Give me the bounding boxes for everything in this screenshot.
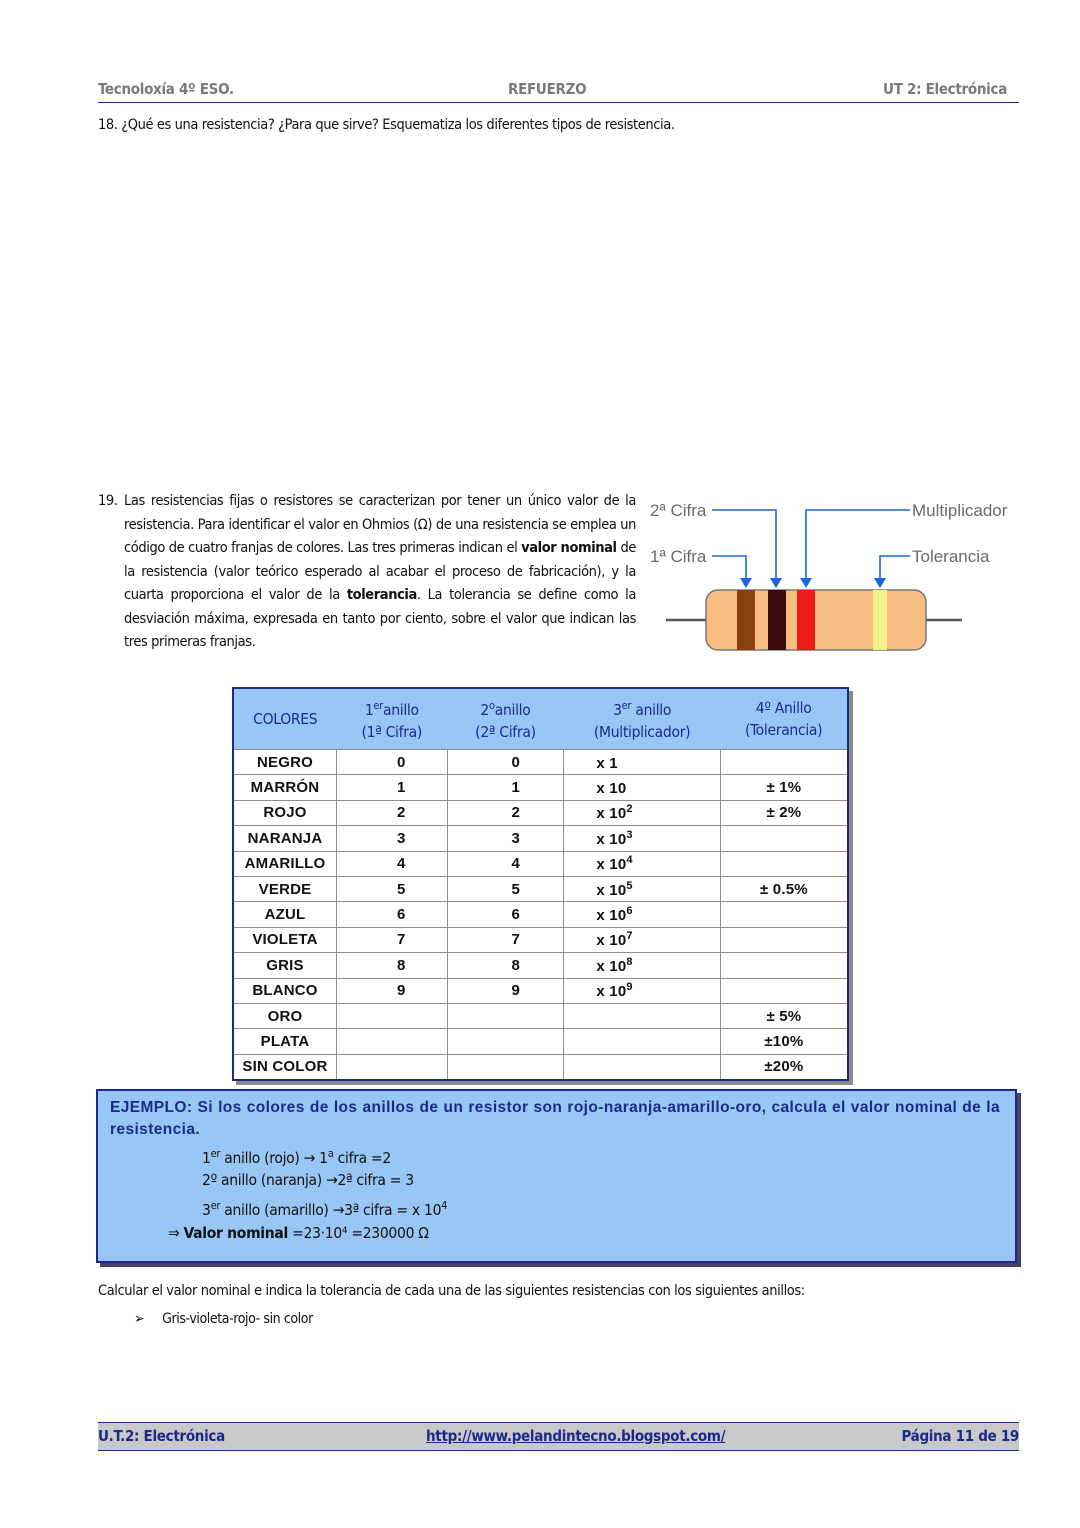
second-digit-cell	[447, 1054, 564, 1080]
footer-page-number: Página 11 de 19	[901, 1427, 1019, 1445]
header-subline: (Multiplicador)	[593, 723, 691, 741]
multiplier-cell: x 1	[564, 750, 720, 775]
second-digit-cell: 2	[447, 800, 564, 825]
leader-lines	[712, 510, 910, 580]
tolerance-cell	[720, 902, 848, 927]
first-digit-cell: 2	[337, 800, 448, 825]
table-body	[233, 750, 848, 1081]
first-digit-cell	[337, 1003, 448, 1028]
ex-sup: a	[327, 1147, 334, 1160]
ex-text: cifra =2	[333, 1149, 391, 1167]
tolerance-cell	[720, 978, 848, 1003]
instruction-text: Calcular el valor nominal e indica la tolerancia de cada una de las siguientes resistencias con los siguientes anillos:	[98, 1283, 805, 1299]
band-1st-digit	[737, 590, 755, 650]
first-digit-cell: 0	[337, 750, 448, 775]
ex-text: 3	[202, 1201, 211, 1219]
tolerance-cell	[720, 750, 848, 775]
tolerance-cell: ± 5%	[720, 1003, 848, 1028]
second-digit-cell: 5	[447, 876, 564, 901]
footer-link[interactable]: http://www.pelandintecno.blogspot.com/	[426, 1427, 726, 1445]
table-header-row	[233, 688, 848, 750]
arrow-bullet-icon: ➢	[134, 1311, 145, 1327]
header-subline: (1ª Cifra)	[361, 723, 423, 741]
multiplier-cell	[564, 1003, 720, 1028]
first-digit-cell: 9	[337, 978, 448, 1003]
multiplier-exponent: 9	[626, 981, 633, 994]
header-subject: Tecnoloxía 4º ESO.	[98, 80, 234, 98]
multiplier-cell: x $10^8$	[564, 953, 720, 978]
question-19-text	[124, 490, 636, 655]
resistor-diagram	[644, 494, 1024, 664]
table-row	[233, 851, 848, 876]
multiplier-exponent: 8	[626, 955, 633, 968]
question-18: 18. ¿Qué es una resistencia? ¿Para que sirve? Esquematiza los diferentes tipos de resistencia.	[98, 117, 675, 133]
first-digit-cell: 1	[337, 775, 448, 800]
color-name-cell: AMARILLO	[233, 851, 337, 876]
table-header-cell	[720, 688, 848, 750]
second-digit-cell: 4	[447, 851, 564, 876]
second-digit-cell: 3	[447, 826, 564, 851]
table-header-cell	[337, 688, 448, 750]
tolerance-cell	[720, 826, 848, 851]
q19-bold-term: tolerancia	[346, 587, 417, 603]
multiplier-exponent: 5	[626, 879, 633, 892]
color-name-cell: ROJO	[233, 800, 337, 825]
table-header-cell	[447, 688, 564, 750]
bullet-item	[134, 1311, 313, 1327]
arrow-heads	[740, 578, 886, 588]
page-header	[98, 78, 1019, 103]
multiplier-exponent: 4	[626, 854, 633, 867]
implies-icon: ⇒	[168, 1224, 184, 1242]
second-digit-cell	[447, 1003, 564, 1028]
first-digit-cell: 6	[337, 902, 448, 927]
tolerance-cell	[720, 953, 848, 978]
q19-text-part: Las resistencias fijas o resistores se caracterizan por tener un único valor de la resistencia. Para identificar el valor en Ohmios (Ω) de una resistencia se emplea un código de cuatro franjas de colores. Las tres primeras indican el	[124, 493, 636, 556]
color-name-cell: GRIS	[233, 953, 337, 978]
second-digit-cell: 0	[447, 750, 564, 775]
second-digit-cell: 6	[447, 902, 564, 927]
ex-sup: er	[210, 1199, 221, 1212]
ex-text: =23·10⁴ =230000 Ω	[288, 1224, 429, 1242]
label-1st-digit: 1ª Cifra	[650, 547, 707, 566]
header-unit: UT 2: Electrónica	[883, 80, 1007, 98]
color-name-cell: VERDE	[233, 876, 337, 901]
q19-text-part: de la resistencia (valor teórico esperado al acabar el proceso de fabricación), y la cuarta proporciona el valor de la	[124, 540, 636, 603]
header-subline: (Tolerancia)	[744, 721, 823, 739]
bullet-text: Gris-violeta-rojo- sin color	[162, 1311, 313, 1327]
color-name-cell: SIN COLOR	[233, 1054, 337, 1080]
band-tolerance	[873, 590, 887, 650]
header-subline: (2ª Cifra)	[475, 723, 536, 741]
example-box	[96, 1089, 1017, 1263]
multiplier-cell: x $10^2$	[564, 800, 720, 825]
second-digit-cell: 1	[447, 775, 564, 800]
tolerance-cell: ± 1%	[720, 775, 848, 800]
first-digit-cell: 4	[337, 851, 448, 876]
label-2nd-digit: 2ª Cifra	[650, 501, 707, 520]
multiplier-cell: x 10	[564, 775, 720, 800]
example-line-2: 2º anillo (naranja) →2ª cifra = 3	[202, 1171, 414, 1189]
example-result	[168, 1224, 429, 1242]
color-name-cell: BLANCO	[233, 978, 337, 1003]
color-name-cell: NARANJA	[233, 826, 337, 851]
table-header-cell	[233, 688, 337, 750]
first-digit-cell	[337, 1054, 448, 1080]
example-line-1	[202, 1147, 391, 1167]
multiplier-cell: x $10^5$	[564, 876, 720, 901]
band-2nd-digit	[768, 590, 786, 650]
multiplier-cell: x $10^7$	[564, 927, 720, 952]
ex-text: anillo (amarillo) →3ª cifra = x 10	[220, 1201, 442, 1219]
color-code-table	[232, 687, 849, 1081]
table-row	[233, 876, 848, 901]
tolerance-cell	[720, 851, 848, 876]
table-row	[233, 1003, 848, 1028]
second-digit-cell: 7	[447, 927, 564, 952]
ex-text: anillo (rojo) → 1	[220, 1149, 328, 1167]
band-multiplier	[797, 590, 815, 650]
table-row	[233, 826, 848, 851]
header-line: COLORES	[253, 710, 318, 728]
second-digit-cell	[447, 1029, 564, 1054]
table-row	[233, 902, 848, 927]
multiplier-cell	[564, 1029, 720, 1054]
tolerance-cell: ± 0.5%	[720, 876, 848, 901]
question-19-number: 19.	[98, 493, 118, 509]
ex-sup: 4	[441, 1199, 448, 1212]
header-line: 2$^o$anillo	[480, 699, 531, 719]
header-section: REFUERZO	[508, 80, 587, 98]
tolerance-cell: ±20%	[720, 1054, 848, 1080]
label-multiplier: Multiplicador	[912, 501, 1008, 520]
label-tolerance: Tolerancia	[912, 547, 990, 566]
ex-sup: er	[210, 1147, 221, 1160]
multiplier-exponent: 2	[626, 803, 633, 816]
multiplier-cell: x $10^3$	[564, 826, 720, 851]
multiplier-exponent: 7	[626, 930, 633, 943]
footer-unit: U.T.2: Electrónica	[98, 1427, 225, 1445]
tolerance-cell: ± 2%	[720, 800, 848, 825]
header-line: 4º Anillo	[755, 699, 812, 717]
color-name-cell: ORO	[233, 1003, 337, 1028]
table-row	[233, 927, 848, 952]
color-name-cell: PLATA	[233, 1029, 337, 1054]
color-name-cell: MARRÓN	[233, 775, 337, 800]
color-name-cell: VIOLETA	[233, 927, 337, 952]
color-name-cell: AZUL	[233, 902, 337, 927]
ex-text: 1	[202, 1149, 211, 1167]
tolerance-cell	[720, 927, 848, 952]
table-row	[233, 750, 848, 775]
example-line-3	[202, 1199, 447, 1219]
table-row	[233, 1054, 848, 1080]
first-digit-cell: 5	[337, 876, 448, 901]
multiplier-cell	[564, 1054, 720, 1080]
multiplier-cell: x $10^9$	[564, 978, 720, 1003]
table-row	[233, 978, 848, 1003]
table-row	[233, 775, 848, 800]
first-digit-cell: 3	[337, 826, 448, 851]
second-digit-cell: 9	[447, 978, 564, 1003]
tolerance-cell: ±10%	[720, 1029, 848, 1054]
color-name-cell: NEGRO	[233, 750, 337, 775]
multiplier-cell: x $10^4$	[564, 851, 720, 876]
multiplier-exponent: 3	[626, 828, 633, 841]
ex-bold: Valor nominal	[183, 1224, 288, 1242]
first-digit-cell	[337, 1029, 448, 1054]
table-row	[233, 953, 848, 978]
q19-bold-term: valor nominal	[521, 540, 617, 556]
page-footer	[98, 1422, 1019, 1451]
table-row	[233, 1029, 848, 1054]
q19-text-part: . La tolerancia se define como la desviación máxima, expresada en tanto por ciento, sobre el valor que indican las tres primeras franjas.	[124, 587, 636, 650]
multiplier-exponent: 6	[626, 905, 633, 918]
multiplier-cell: x $10^6$	[564, 902, 720, 927]
header-line: 3er anillo	[613, 699, 672, 719]
example-title: EJEMPLO: Si los colores de los anillos de un resistor son rojo-naranja-amarillo-oro, calcula el valor nominal de la resistencia.	[110, 1099, 1000, 1138]
first-digit-cell: 7	[337, 927, 448, 952]
header-line: 1eranillo	[364, 699, 419, 719]
table-row	[233, 800, 848, 825]
table-header-cell	[564, 688, 720, 750]
second-digit-cell: 8	[447, 953, 564, 978]
first-digit-cell: 8	[337, 953, 448, 978]
